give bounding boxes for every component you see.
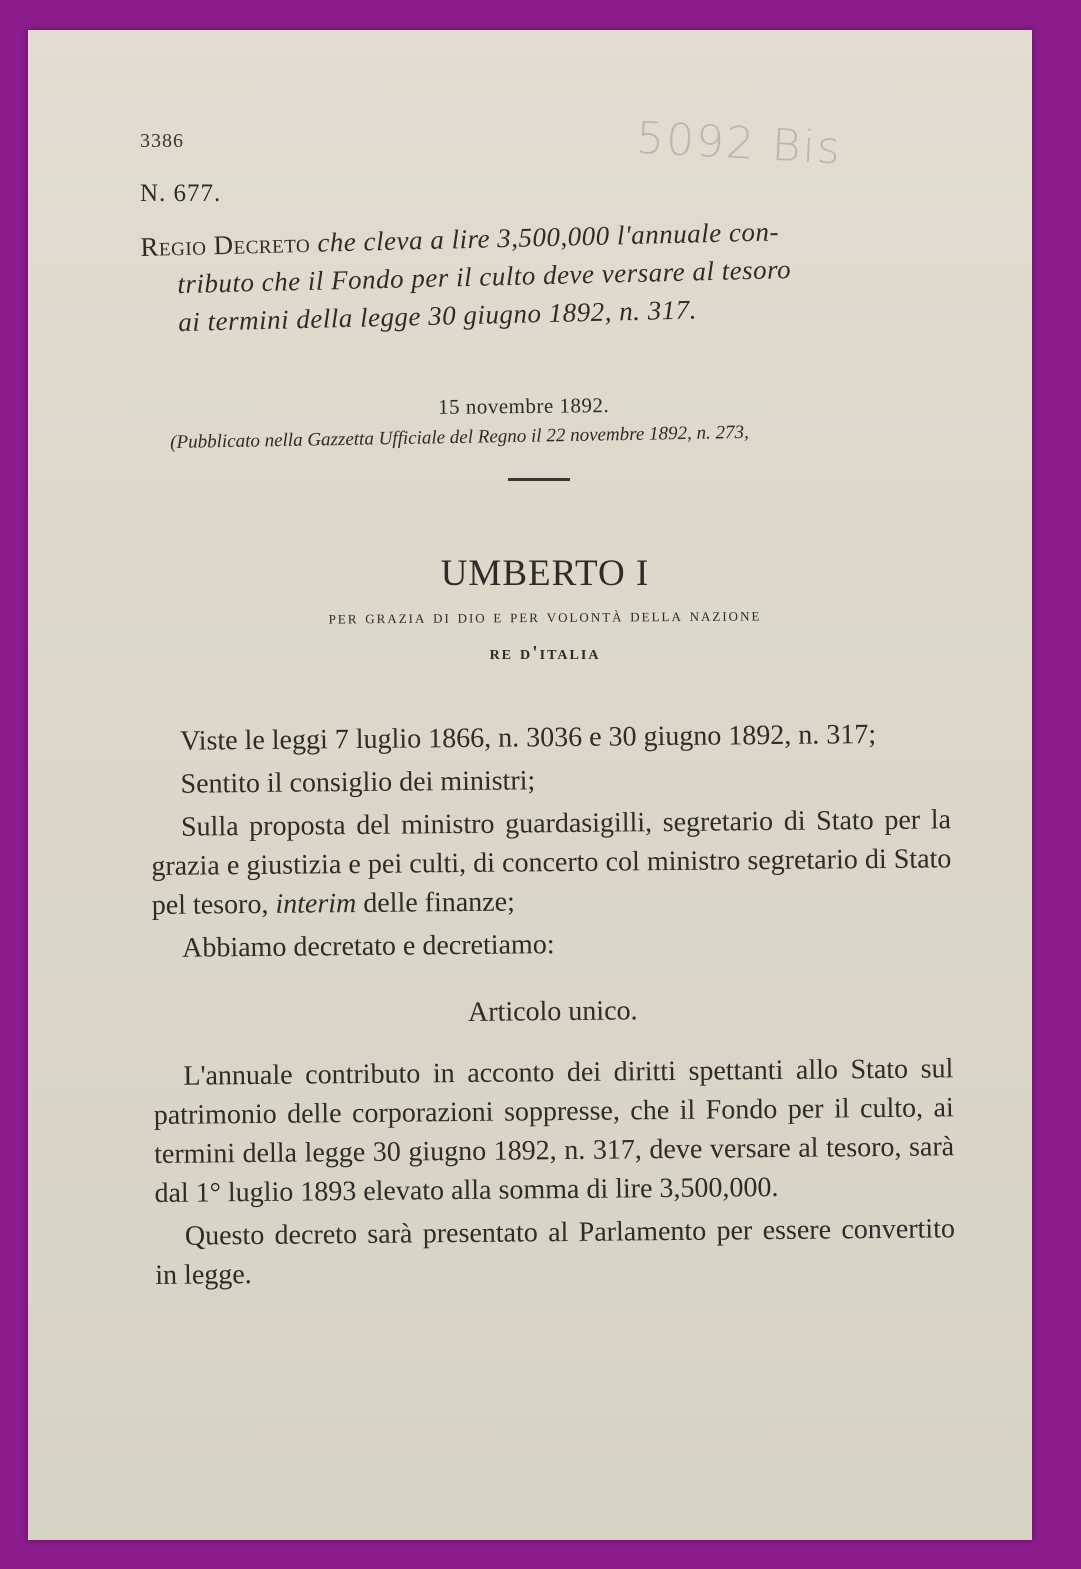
paragraph-parliament: Questo decreto sarà presentato al Parlamento per essere convertito in legge. bbox=[155, 1213, 956, 1291]
grace-formula: per grazia di dio e per volontà della nazione bbox=[328, 604, 762, 629]
paragraph-article: L'annuale contributo in acconto dei diritti spettanti allo Stato sul patrimonio delle corporazioni soppresse, che il Fondo per il culto, ai termini della legge 30 giugno 1892, n. 317, deve versare al tesoro, sarà dal 1° luglio 1893 elevato alla somma di lire 3,500,000. bbox=[153, 1053, 955, 1209]
separator-rule bbox=[508, 478, 570, 481]
page-number: 3386 bbox=[140, 130, 184, 152]
paragraph-proposal bbox=[151, 800, 952, 925]
article-heading: Articolo unico. bbox=[467, 995, 638, 1028]
proposal-text-a: Sulla proposta del ministro guardasigilli, segretario di Stato per la grazia e giustizia e pei culti, di concerto col ministro segretario di Stato pel tesoro, bbox=[151, 804, 952, 921]
heading-line-1: che cleva a lire 3,500,000 l'annuale con- bbox=[309, 216, 780, 258]
heading-line-2: tributo che il Fondo per il culto deve versare al tesoro bbox=[177, 254, 792, 300]
decree-heading bbox=[140, 208, 963, 342]
handwritten-annotation: 5092 Bis bbox=[634, 112, 844, 175]
decree-number: N. 677. bbox=[140, 180, 222, 207]
heading-label: Regio Decreto bbox=[140, 227, 311, 262]
proposal-italic: interim bbox=[275, 888, 357, 920]
decree-body bbox=[150, 714, 956, 1299]
document-page bbox=[28, 30, 1032, 1540]
king-title: re d'italia bbox=[489, 642, 601, 664]
paragraph-decree: Abbiamo decretato e decretiamo: bbox=[182, 929, 555, 964]
paragraph-council: Sentito il consiglio dei ministri; bbox=[180, 765, 536, 800]
paragraph-laws: Viste le leggi 7 luglio 1866, n. 3036 e 30 giugno 1892, n. 317; bbox=[180, 719, 877, 757]
gazette-note: (Pubblicato nella Gazzetta Ufficiale del Regno il 22 novembre 1892, n. 273, bbox=[170, 421, 749, 453]
king-name: UMBERTO I bbox=[440, 553, 650, 594]
decree-date: 15 novembre 1892. bbox=[437, 393, 610, 419]
heading-line-3: ai termini della legge 30 giugno 1892, n. 317. bbox=[177, 294, 698, 338]
proposal-text-b: delle finanze; bbox=[356, 886, 516, 920]
